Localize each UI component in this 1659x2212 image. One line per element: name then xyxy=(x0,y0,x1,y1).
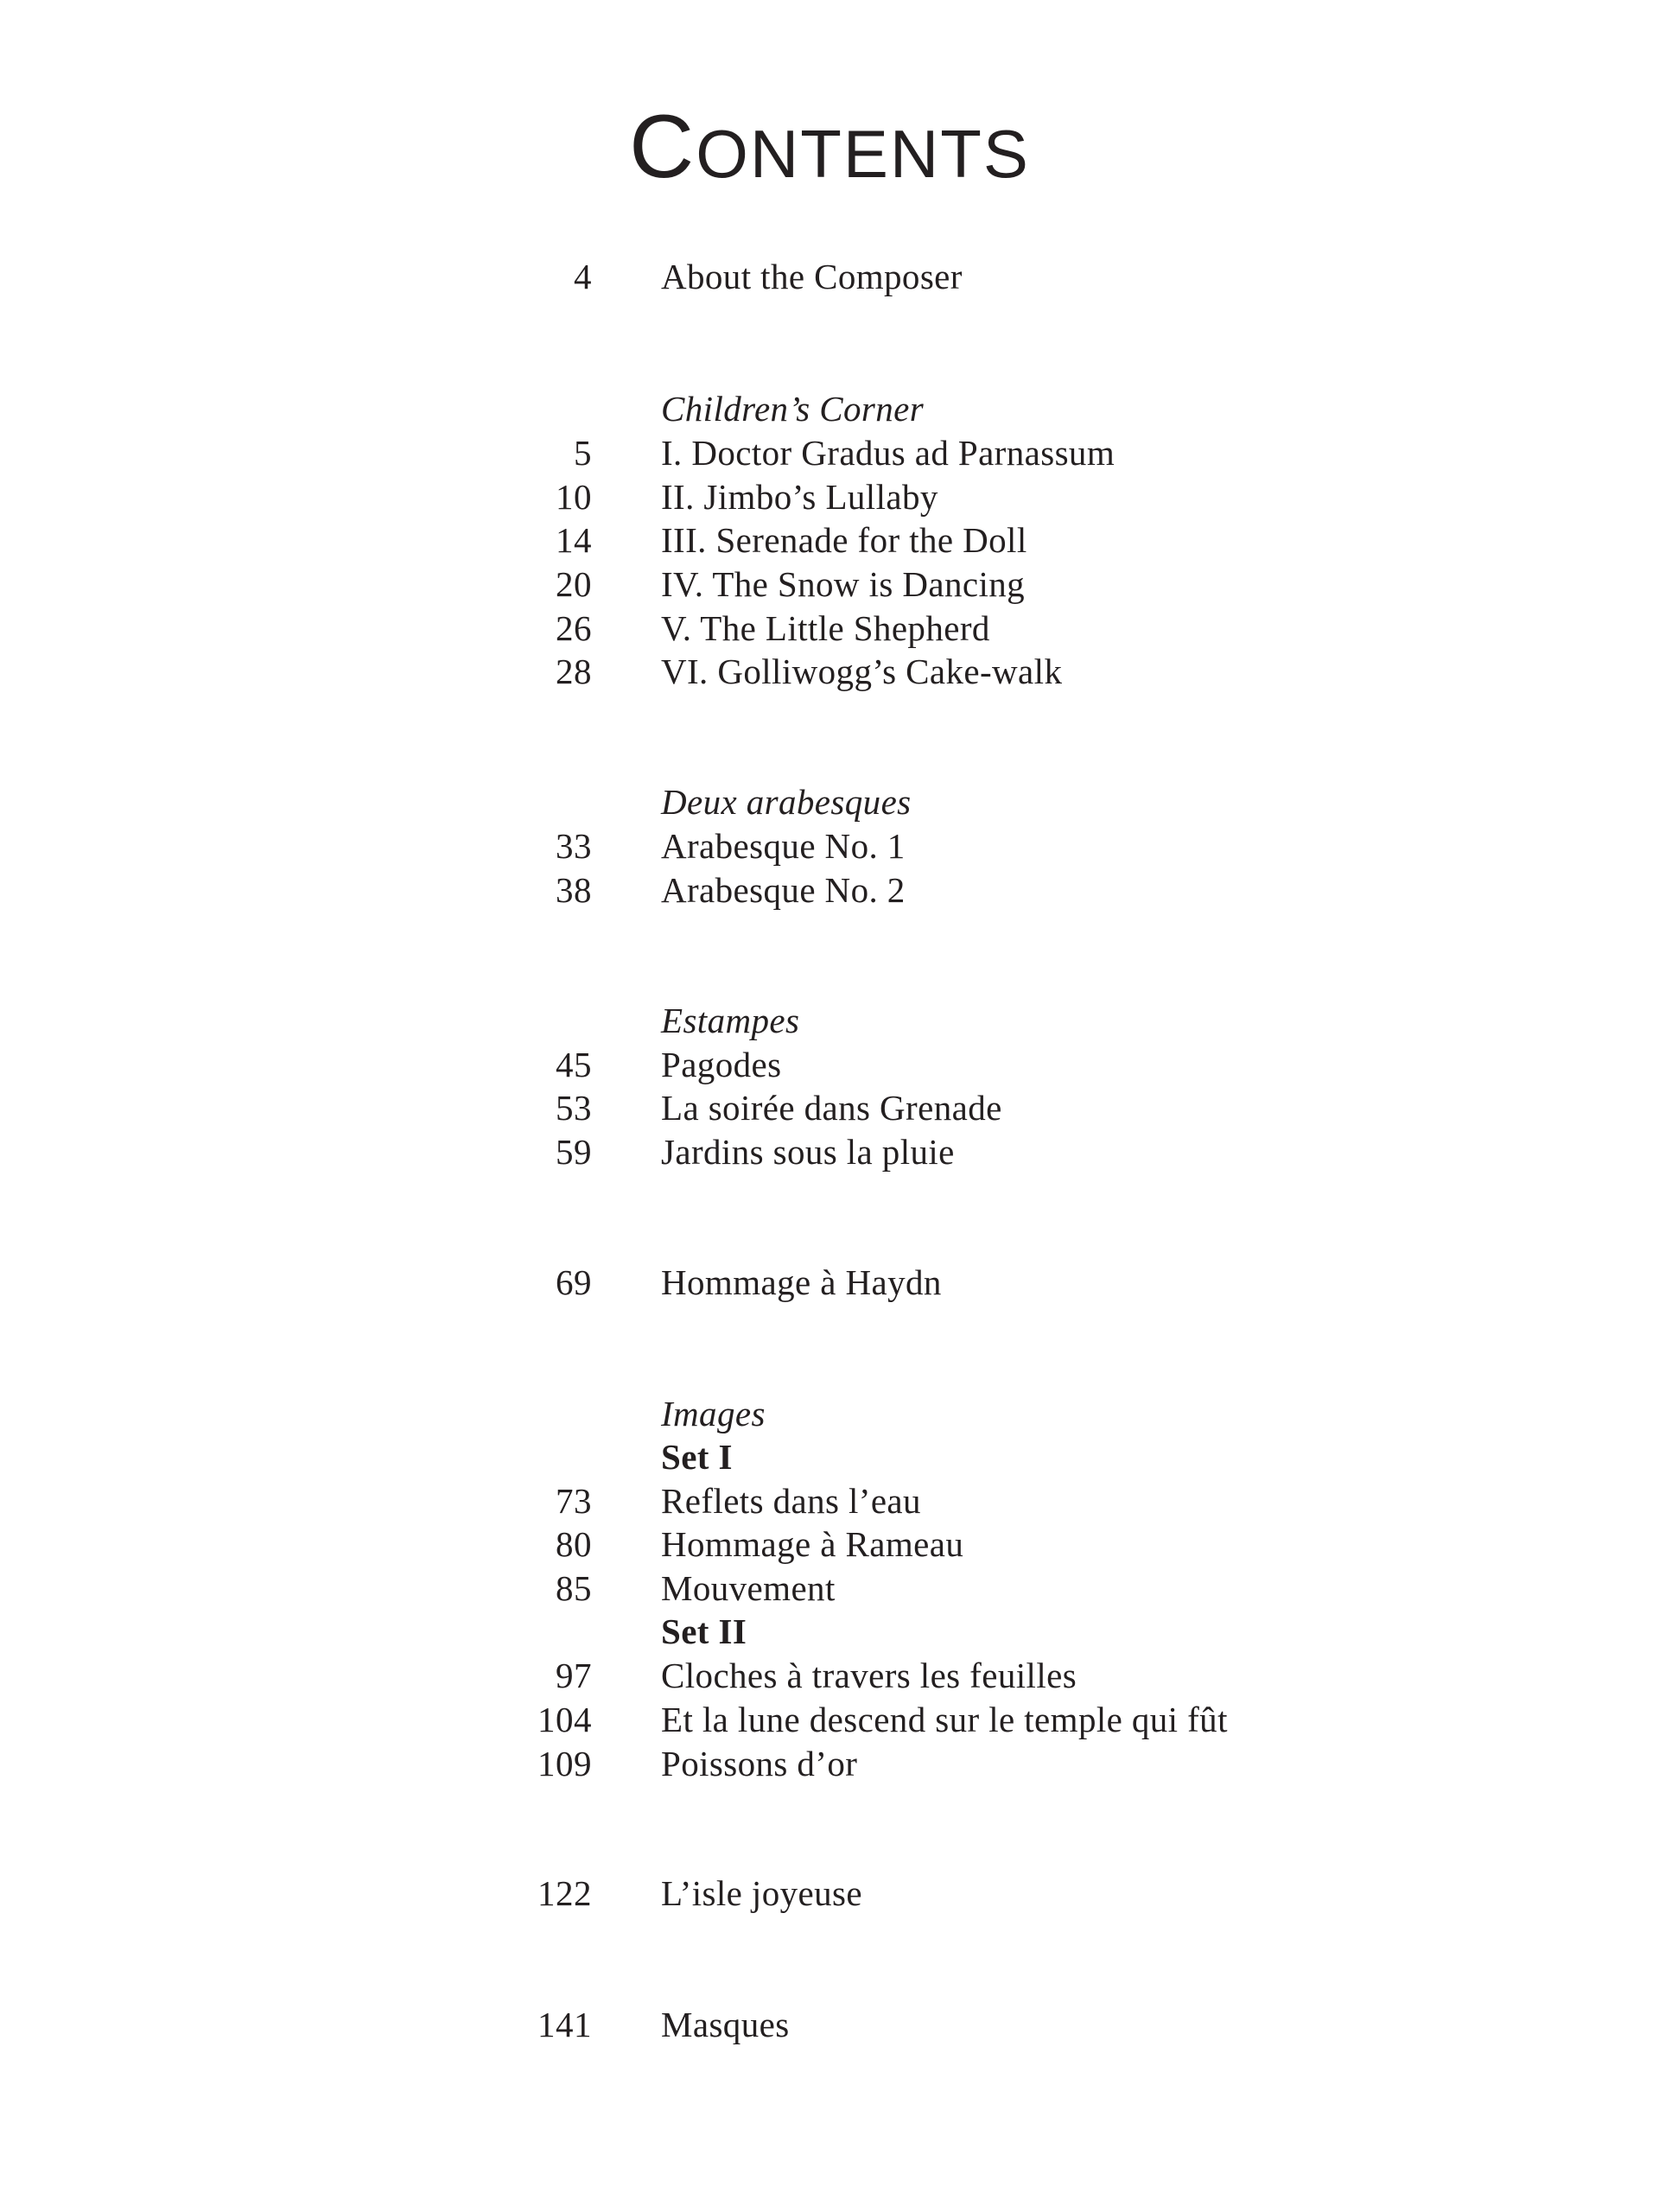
toc-entry[interactable] xyxy=(0,824,1659,868)
entry-title: Masques xyxy=(661,2005,790,2044)
page-number: 122 xyxy=(537,1873,592,1913)
page-number: 14 xyxy=(556,520,592,560)
entry-title: III. Serenade for the Doll xyxy=(661,520,1027,560)
toc-entry[interactable] xyxy=(0,868,1659,912)
set-heading xyxy=(0,1435,1659,1478)
entry-title: Arabesque No. 2 xyxy=(661,870,906,910)
page-number: 104 xyxy=(537,1700,592,1739)
page-number: 73 xyxy=(556,1481,592,1521)
section-heading-label: Estampes xyxy=(661,1001,800,1040)
toc-entry[interactable] xyxy=(0,1130,1659,1173)
page-number: 38 xyxy=(556,870,592,910)
section-heading-label: Children’s Corner xyxy=(661,389,925,429)
page-number: 109 xyxy=(537,1744,592,1783)
toc-entry[interactable] xyxy=(0,607,1659,650)
entry-title: Mouvement xyxy=(661,1568,836,1608)
page-number: 4 xyxy=(574,257,592,296)
entry-title: V. The Little Shepherd xyxy=(661,608,990,648)
toc-entry[interactable] xyxy=(0,475,1659,518)
page-number: 59 xyxy=(556,1132,592,1172)
toc-entry[interactable] xyxy=(0,563,1659,606)
page-number: 85 xyxy=(556,1568,592,1608)
toc-entry[interactable] xyxy=(0,1872,1659,1915)
title-initial: C xyxy=(629,97,696,197)
section-heading-label: Deux arabesques xyxy=(661,782,912,822)
page-number: 20 xyxy=(556,564,592,604)
entry-title: La soirée dans Grenade xyxy=(661,1088,1002,1128)
set-heading-label: Set II xyxy=(661,1611,747,1651)
entry-title: VI. Golliwogg’s Cake-walk xyxy=(661,652,1063,691)
entry-title: L’isle joyeuse xyxy=(661,1873,862,1913)
page-number: 53 xyxy=(556,1088,592,1128)
page-number: 97 xyxy=(556,1656,592,1695)
section-heading-label: Images xyxy=(661,1394,766,1433)
toc-entry[interactable] xyxy=(0,650,1659,693)
entry-title: IV. The Snow is Dancing xyxy=(661,564,1026,604)
toc-entry[interactable] xyxy=(0,431,1659,474)
toc-entry[interactable] xyxy=(0,1742,1659,1785)
entry-title: Poissons d’or xyxy=(661,1744,858,1783)
page-number: 10 xyxy=(556,477,592,517)
toc-entry[interactable] xyxy=(0,1698,1659,1741)
toc-entry[interactable] xyxy=(0,1654,1659,1697)
toc-entry[interactable] xyxy=(0,255,1659,298)
section-heading xyxy=(0,1392,1659,1435)
section-heading xyxy=(0,387,1659,430)
page-number: 69 xyxy=(556,1262,592,1302)
entry-title: Cloches à travers les feuilles xyxy=(661,1656,1077,1695)
entry-title: II. Jimbo’s Lullaby xyxy=(661,477,938,517)
entry-title: About the Composer xyxy=(661,257,963,296)
page-number: 33 xyxy=(556,826,592,866)
toc-entry[interactable] xyxy=(0,1479,1659,1522)
section-heading xyxy=(0,999,1659,1042)
entry-title: Hommage à Rameau xyxy=(661,1524,964,1564)
toc-entry[interactable] xyxy=(0,1261,1659,1304)
toc-entry[interactable] xyxy=(0,1043,1659,1086)
section-heading xyxy=(0,780,1659,823)
entry-title: I. Doctor Gradus ad Parnassum xyxy=(661,433,1116,473)
entry-title: Hommage à Haydn xyxy=(661,1262,942,1302)
toc-entry[interactable] xyxy=(0,518,1659,562)
page-number: 80 xyxy=(556,1524,592,1564)
set-heading xyxy=(0,1610,1659,1653)
entry-title: Et la lune descend sur le temple qui fût xyxy=(661,1700,1228,1739)
toc-entry[interactable] xyxy=(0,1567,1659,1610)
page-number: 45 xyxy=(556,1045,592,1084)
entry-title: Jardins sous la pluie xyxy=(661,1132,955,1172)
page-number: 141 xyxy=(537,2005,592,2044)
entry-title: Reflets dans l’eau xyxy=(661,1481,921,1521)
set-heading-label: Set I xyxy=(661,1437,733,1477)
toc-entry[interactable] xyxy=(0,1086,1659,1129)
toc-entry[interactable] xyxy=(0,2003,1659,2046)
page-number: 5 xyxy=(574,433,592,473)
toc-entry[interactable] xyxy=(0,1522,1659,1566)
page-number: 28 xyxy=(556,652,592,691)
page-number: 26 xyxy=(556,608,592,648)
title-rest: ONTENTS xyxy=(696,116,1030,192)
entry-title: Pagodes xyxy=(661,1045,782,1084)
entry-title: Arabesque No. 1 xyxy=(661,826,906,866)
